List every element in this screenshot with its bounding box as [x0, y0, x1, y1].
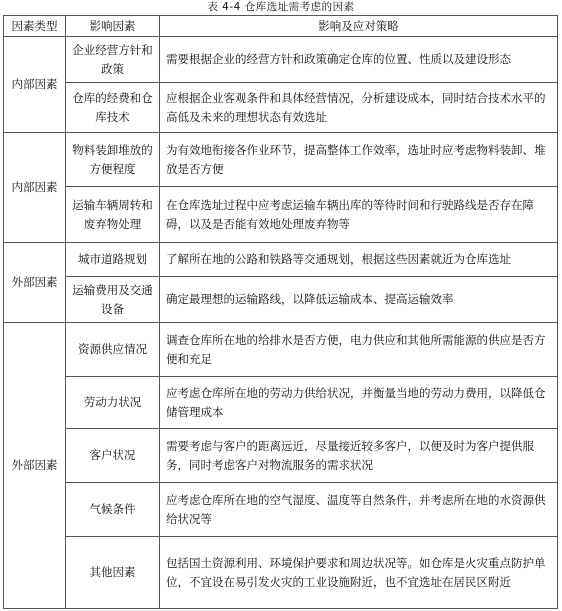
- factor-cell: 城市道路规划: [66, 243, 160, 277]
- strategy-cell: 需要考虑与客户的距离远近，尽量接近较多客户，以便及时为客户提供服务，同时考虑客户对物流服务的需求状况: [160, 429, 558, 483]
- table-row: [4, 133, 558, 187]
- factor-cell: 仓库的经费和仓库技术: [66, 83, 160, 133]
- table-row: [4, 187, 558, 243]
- strategy-cell: 包括国土资源利用、环境保护要求和周边状况等。如仓库是火灾重点防护单位，不宜设在易引发火灾的工业设施附近，也不宜选址在居民区附近: [160, 537, 558, 609]
- table-caption: 表 4-4 仓库选址需考虑的因素: [207, 1, 355, 13]
- table-row: [4, 483, 558, 537]
- header-factor-type: 因素类型: [4, 16, 66, 37]
- table-row: [4, 377, 558, 429]
- strategy-cell: 在仓库选址过程中应考虑运输车辆出库的等待时间和行驶路线是否存在障碍，以及是否能有效地处理废弃物等: [160, 187, 558, 243]
- factor-type-cell: 外部因素: [4, 243, 66, 323]
- table-row: [4, 323, 558, 377]
- table-row: [4, 83, 558, 133]
- factor-cell: 物料装卸堆放的方便程度: [66, 133, 160, 187]
- table-header-row: [4, 16, 558, 37]
- strategy-cell: 应考虑仓库所在地的劳动力供给状况，并衡量当地的劳动力费用，以降低仓储管理成本: [160, 377, 558, 429]
- table-row: [4, 243, 558, 277]
- table-row: [4, 537, 558, 609]
- strategy-cell: 调查仓库所在地的给排水是否方便，电力供应和其他所需能源的供应是否方便和充足: [160, 323, 558, 377]
- factor-cell: 劳动力状况: [66, 377, 160, 429]
- site-selection-factors-table: [3, 15, 558, 609]
- strategy-cell: 了解所在地的公路和铁路等交通规划，根据这些因素就近为仓库选址: [160, 243, 558, 277]
- table-row: [4, 37, 558, 83]
- header-impact-strategy: 影响及应对策略: [160, 16, 558, 37]
- strategy-cell: 为有效地衔接各作业环节，提高整体工作效率，选址时应考虑物料装卸、堆放是否方便: [160, 133, 558, 187]
- strategy-cell: 需要根据企业的经营方针和政策确定仓库的位置、性质以及建设形态: [160, 37, 558, 83]
- factor-cell: 企业经营方针和政策: [66, 37, 160, 83]
- factor-cell: 运输车辆周转和废弃物处理: [66, 187, 160, 243]
- factor-cell: 资源供应情况: [66, 323, 160, 377]
- strategy-cell: 应考虑仓库所在地的空气湿度、温度等自然条件，并考虑所在地的水资源供给状况等: [160, 483, 558, 537]
- strategy-cell: 确定最理想的运输路线，以降低运输成本、提高运输效率: [160, 277, 558, 323]
- factor-cell: 客户状况: [66, 429, 160, 483]
- factor-cell: 运输费用及交通设备: [66, 277, 160, 323]
- header-influence-factor: 影响因素: [66, 16, 160, 37]
- factor-cell: 气候条件: [66, 483, 160, 537]
- factor-type-cell: 外部因素: [4, 323, 66, 609]
- table-row: [4, 429, 558, 483]
- strategy-cell: 应根据企业客观条件和具体经营情况，分析建设成本，同时结合技术水平的高低及未来的理想状态有效选址: [160, 83, 558, 133]
- factor-type-cell: 内部因素: [4, 37, 66, 133]
- factor-cell: 其他因素: [66, 537, 160, 609]
- table-row: [4, 277, 558, 323]
- factor-type-cell: 内部因素: [4, 133, 66, 243]
